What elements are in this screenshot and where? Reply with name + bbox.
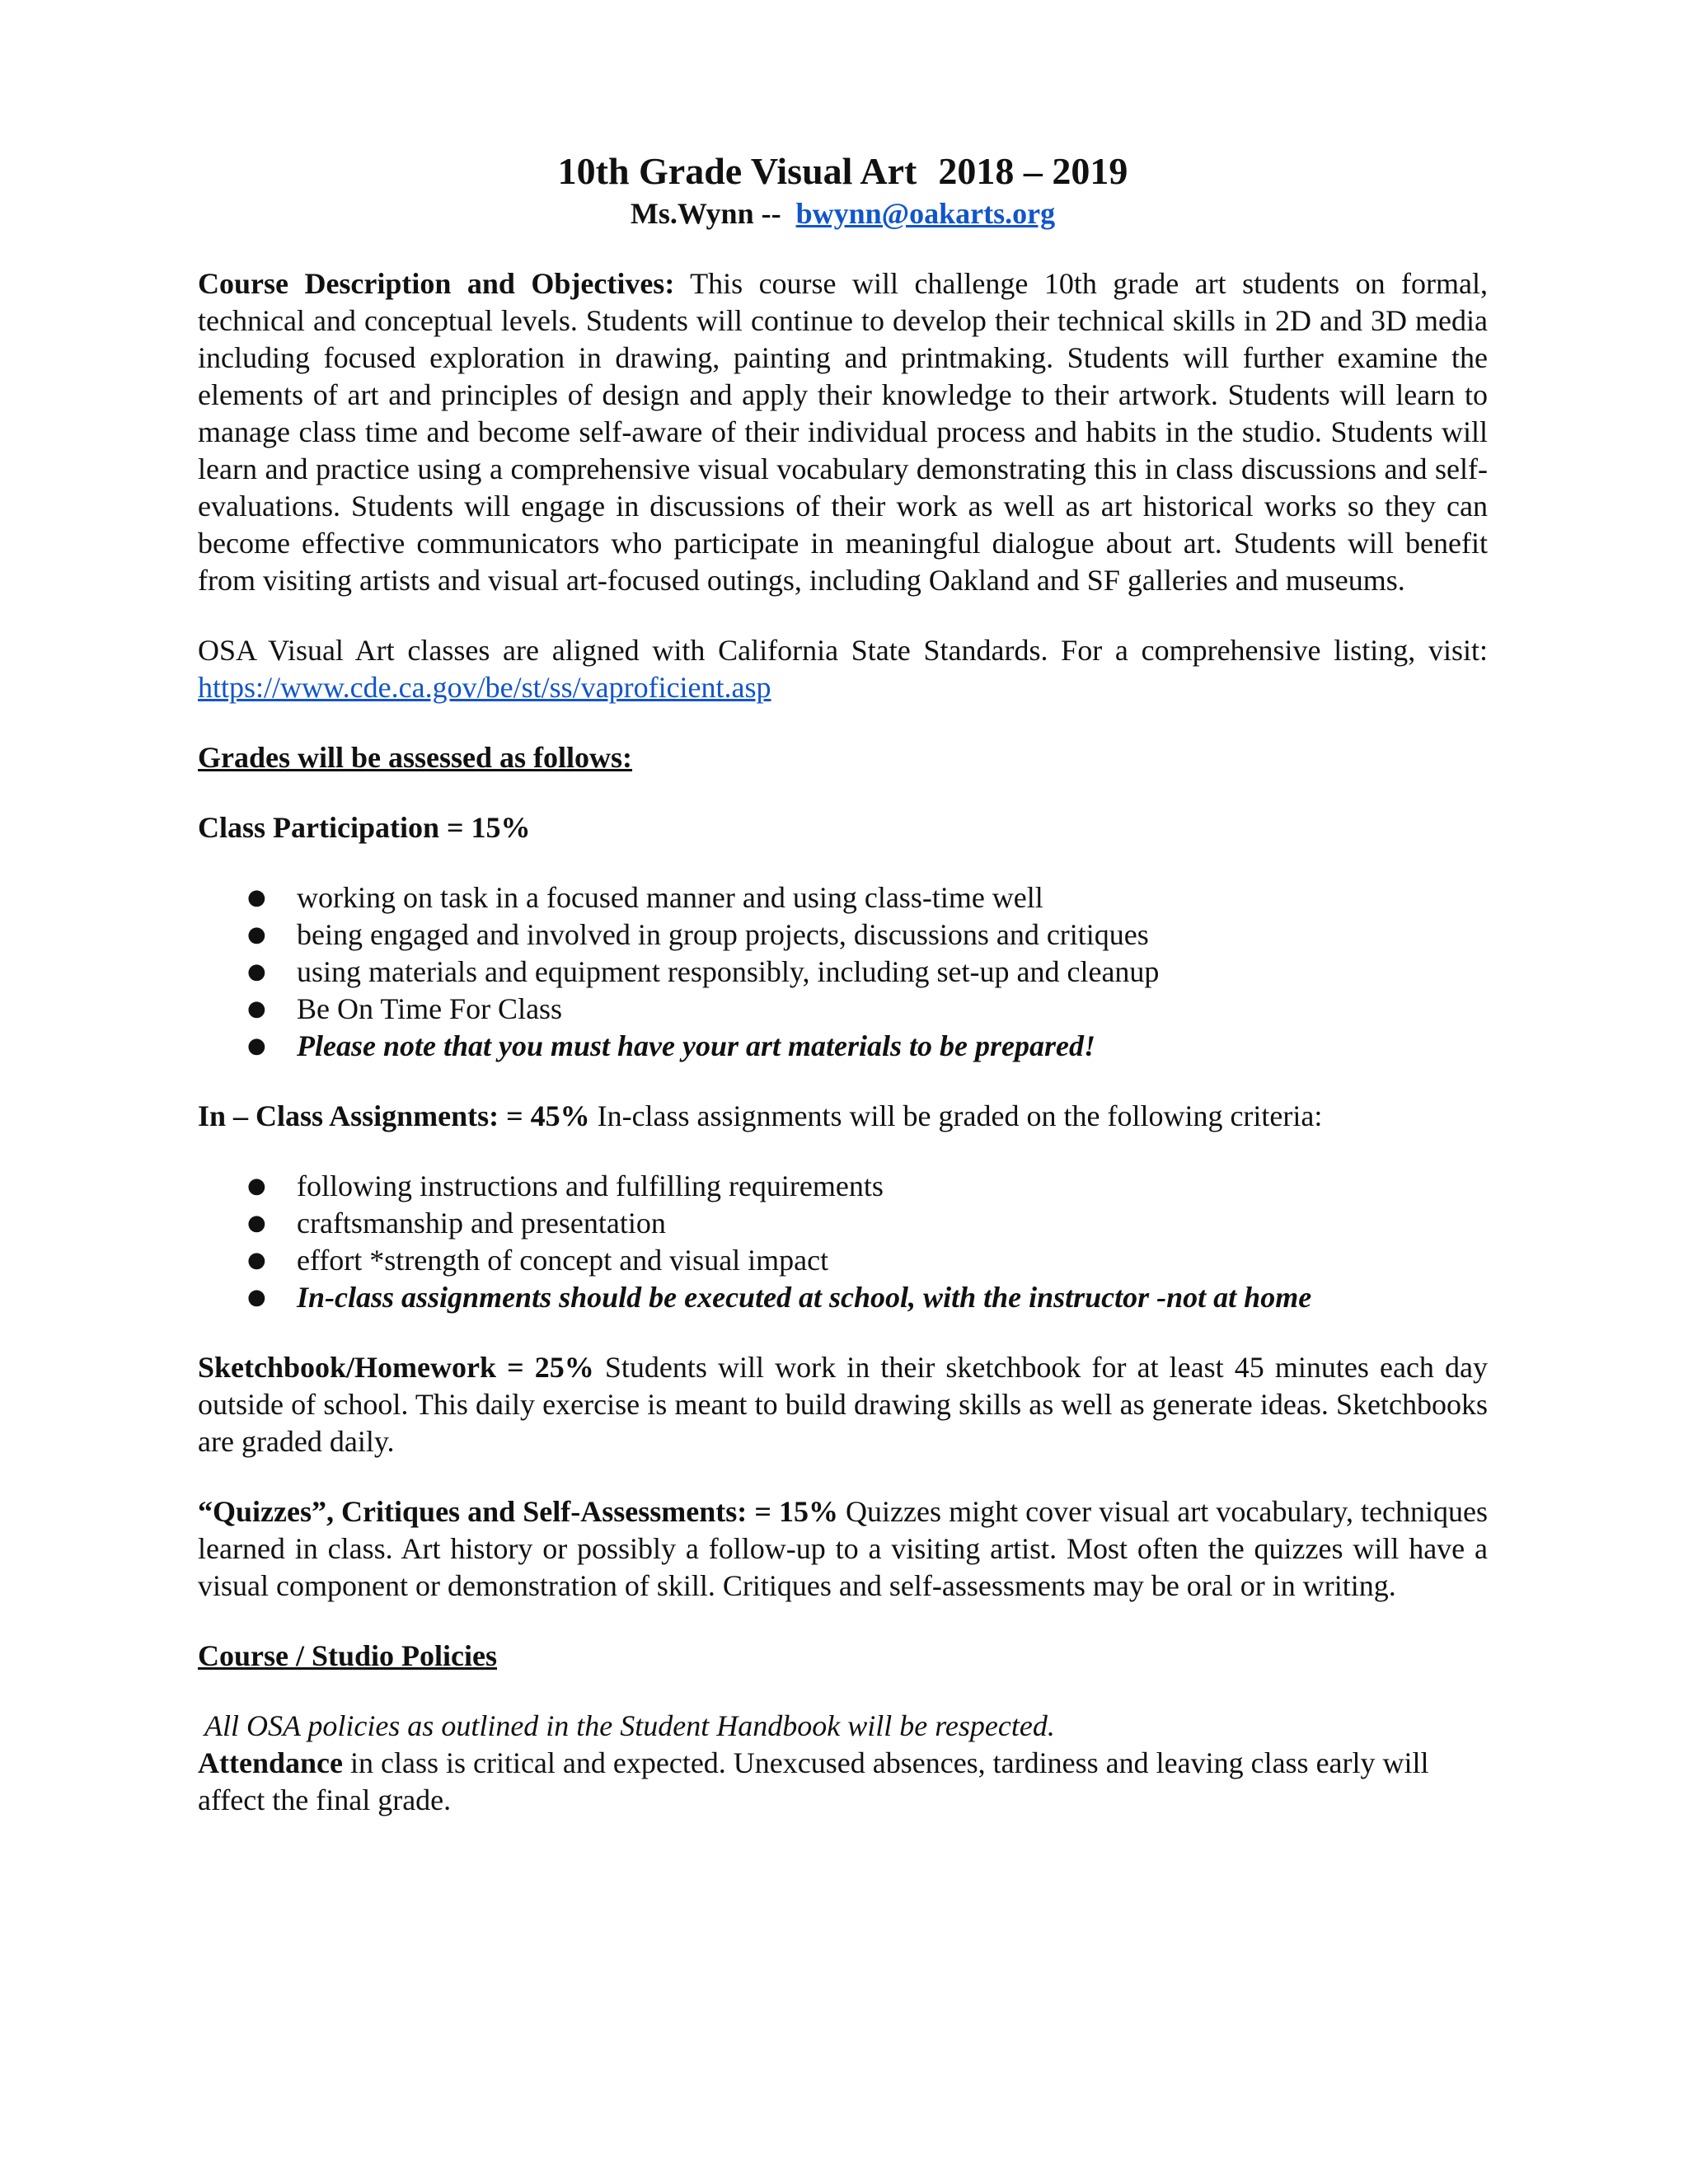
attendance-text: in class is critical and expected. Unexcused absences, tardiness and leaving class early will affect the final grade. [198, 1746, 1429, 1816]
standards-paragraph [198, 632, 1488, 706]
assignments-label: In – Class Assignments: = 45% [198, 1099, 590, 1132]
course-description-text: This course will challenge 10th grade art students on formal, technical and conceptual levels. Students will continue to develop their technical skills in 2D and 3D media including focused exploration in drawing, painting and printmaking. Students will further examine the elements of art and principles of design and apply their knowledge to their artwork. Students will learn to manage class time and become self-aware of their individual process and habits in the studio. Students will learn and practice using a comprehensive visual vocabulary demonstrating this in class discussions and self-evaluations. Students will engage in discussions of their work as well as art historical works so they can become effective communicators who participate in meaningful dialogue about art. Students will benefit from visiting artists and visual art-focused outings, including Oakland and SF galleries and museums. [198, 267, 1488, 597]
page-title [198, 148, 1488, 194]
quizzes-label: “Quizzes”, Critiques and Self-Assessments: = 15% [198, 1495, 838, 1528]
teacher-line [198, 194, 1488, 232]
teacher-email-link[interactable]: bwynn@oakarts.org [795, 197, 1056, 230]
course-description-label: Course Description and Objectives: [198, 267, 675, 300]
assignments-list [198, 1168, 1488, 1316]
list-item: ● using materials and equipment responsibly, including set-up and cleanup [198, 954, 1488, 991]
policies-heading: Course / Studio Policies [198, 1639, 498, 1672]
participation-heading-text: Class Participation = 15% [198, 811, 531, 844]
participation-heading [198, 809, 1488, 846]
list-item: ● Be On Time For Class [198, 991, 1488, 1028]
sketchbook-text: Students will work in their sketchbook for at least 45 minutes each day outside of school. This daily exercise is meant to build drawing skills as well as generate ideas. Sketchbooks are graded daily. [198, 1351, 1489, 1458]
list-item-emphasis: ● Please note that you must have your art materials to be prepared! [198, 1028, 1488, 1065]
list-item: ● being engaged and involved in group projects, discussions and critiques [198, 916, 1488, 954]
quizzes-text: Quizzes might cover visual art vocabulary, techniques learned in class. Art history or possibly a follow-up to a visiting artist. Most often the quizzes will have a visual component or demonstration of skill. Critiques and self-assessments may be oral or in writing. [198, 1495, 1488, 1602]
course-description [198, 265, 1488, 599]
participation-list [198, 879, 1488, 1065]
list-item: ● following instructions and fulfilling requirements [198, 1168, 1488, 1205]
attendance-paragraph [198, 1745, 1488, 1819]
list-item: ● craftsmanship and presentation [198, 1205, 1488, 1242]
standards-link[interactable]: https://www.cde.ca.gov/be/st/ss/vaproficient.asp [198, 671, 771, 704]
quizzes-paragraph [198, 1493, 1488, 1605]
list-item-emphasis: ● In-class assignments should be executed at school, with the instructor -not at home [198, 1279, 1488, 1316]
list-item: ● effort *strength of concept and visual impact [198, 1242, 1488, 1279]
title-text: 10th Grade Visual Art [557, 150, 917, 192]
assignments-text: In-class assignments will be graded on the following criteria: [597, 1099, 1323, 1132]
teacher-name: Ms.Wynn -- [630, 197, 781, 230]
sketchbook-paragraph [198, 1349, 1488, 1460]
title-years: 2018 – 2019 [938, 150, 1128, 192]
handbook-note-paragraph [198, 1708, 1488, 1745]
sketchbook-label: Sketchbook/Homework = 25% [198, 1351, 594, 1384]
syllabus-page [198, 148, 1488, 1852]
list-item: ● working on task in a focused manner and using class-time well [198, 879, 1488, 916]
assignments-paragraph [198, 1098, 1488, 1135]
grades-heading: Grades will be assessed as follows: [198, 741, 633, 774]
handbook-note: All OSA policies as outlined in the Student Handbook will be respected. [204, 1709, 1055, 1742]
standards-text: OSA Visual Art classes are aligned with California State Standards. For a comprehensive listing, visit: [198, 634, 1488, 667]
attendance-label: Attendance [198, 1746, 343, 1779]
